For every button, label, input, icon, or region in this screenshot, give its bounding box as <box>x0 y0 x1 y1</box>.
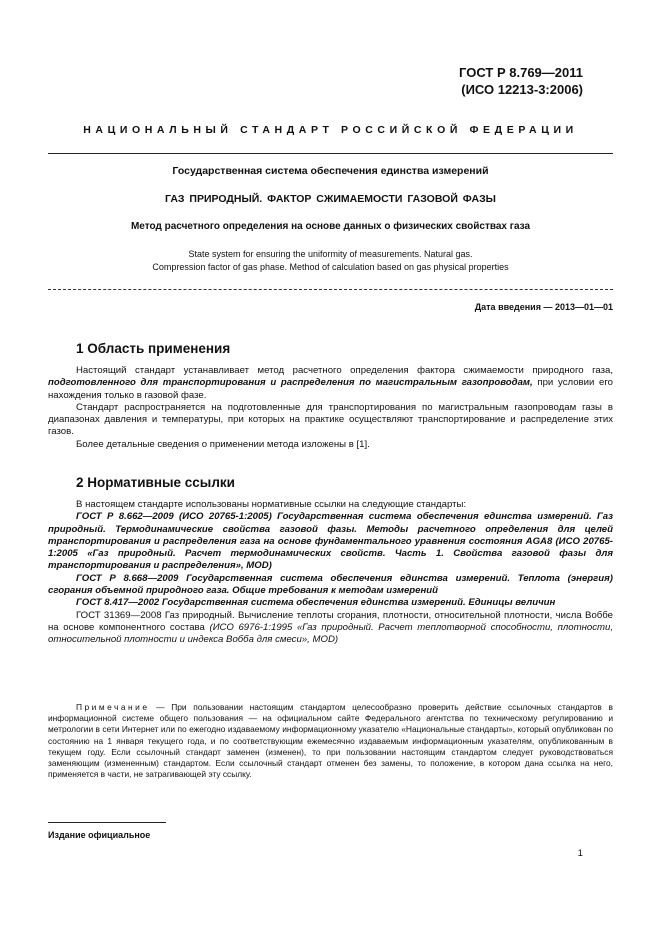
footer-divider <box>48 822 166 823</box>
note-block <box>48 702 613 780</box>
section-1-body <box>48 365 613 451</box>
english-title <box>48 248 613 274</box>
text-run: Настоящий стандарт устанавливает метод расчетного определения фактора сжимаемости природного газа, <box>76 365 613 376</box>
top-divider <box>48 153 613 154</box>
section-1-paragraph: Стандарт распространяется на подготовленные для транспортирования по магистральным газопроводам газы в диапазонах давления и температуры, при которых на практике осуществляют транспортирование и распределение этих газов. <box>48 401 613 438</box>
reference-item: ГОСТ 8.417—2002 Государственная система обеспечения единства измерений. Единицы величин <box>76 597 556 609</box>
national-standard-banner: НАЦИОНАЛЬНЫЙ СТАНДАРТ РОССИЙСКОЙ ФЕДЕРАЦИИ <box>83 124 578 136</box>
text-run: ГОСТ 31369—2008 Газ природный. Вычисление теплоты сгорания, плотности, относительной плотности, числа Воббе на основе компонентного состава <box>48 609 613 633</box>
note-label: Примечание <box>76 702 150 712</box>
method-title: Метод расчетного определения на основе данных о физических свойствах газа <box>130 221 531 232</box>
section-1-heading: 1 Область применения <box>76 341 231 356</box>
emphasis-text: подготовленного для транспортирования и распределения по магистральным газопроводам, <box>48 377 533 389</box>
reference-item: ГОСТ Р 8.662—2009 (ИСО 20765-1:2005) Государственная система обеспечения единства измерений. Газ природный. Термодинамические свойства газовой фазы. Методы расчетного определения для целей транспортирования и распределения газа на основе фундаментального уравнения состояния AGA8 (ИСО 20765-1:2005 «Газ природный. Расчет термодинамических свойств. Часть 1. Свойства газовой фазы для транспортирования и распределения», MOD) <box>48 511 613 572</box>
english-title-line2: Compression factor of gas phase. Method of calculation based on gas physical properties <box>152 262 509 272</box>
section-2-body <box>48 499 613 647</box>
reference-item: ГОСТ Р 8.668—2009 Государственная система обеспечения единства измерений. Теплота (энергия) сгорания объемной природного газа. Общие требования к методам измерений <box>48 572 613 597</box>
system-title: Государственная система обеспечения единства измерений <box>172 165 489 177</box>
section-1-paragraph <box>48 365 613 402</box>
standard-code <box>459 64 583 98</box>
introduction-date: Дата введения — 2013—01—01 <box>474 302 613 312</box>
section-1-paragraph: Более детальные сведения о применении метода изложены в [1]. <box>76 438 370 450</box>
title-divider <box>48 289 613 290</box>
edition-label: Издание официальное <box>48 830 151 840</box>
section-2-paragraph: В настоящем стандарте использованы нормативные ссылки на следующие стандарты: <box>76 499 467 510</box>
main-title: ГАЗ ПРИРОДНЫЙ. ФАКТОР СЖИМАЕМОСТИ ГАЗОВОЙ ФАЗЫ <box>165 193 496 205</box>
note-text: — При пользовании настоящим стандартом целесообразно проверить действие ссылочных стандартов в информационной системе общего пользования — на официальном сайте Федерального агентства по техническому регулированию и метрологии в сети Интернет или по ежегодно издаваемому информационному указателю «Национальные стандарты», который опубликован по состоянию на 1 января текущего года, и по соответствующим ежемесячно издаваемым информационным указателям, опубликованным в текущем году. Если ссылочный стандарт заменен (изменен), то при пользовании настоящим стандартом следует руководствоваться заменяющим (измененным) стандартом. Если ссылочный стандарт отменен без замены, то положение, в котором дана ссылка на него, применяется в части, не затрагивающей эту ссылку. <box>48 702 613 780</box>
text-run: при условии его нахождения только в газовой фазе. <box>48 377 614 401</box>
standard-code-line1: ГОСТ Р 8.769—2011 <box>459 65 583 80</box>
italic-text: (ИСО 6976-1:1995 «Газ природный. Расчет теплотворной способности, плотности, относительной плотности и индекса Вобба для смеси», MOD) <box>48 621 613 646</box>
reference-item <box>48 610 613 647</box>
standard-code-line2: (ИСО 12213-3:2006) <box>461 82 583 97</box>
section-2-heading: 2 Нормативные ссылки <box>76 475 235 490</box>
page-number: 1 <box>577 848 583 859</box>
english-title-line1: State system for ensuring the uniformity of measurements. Natural gas. <box>188 249 473 259</box>
